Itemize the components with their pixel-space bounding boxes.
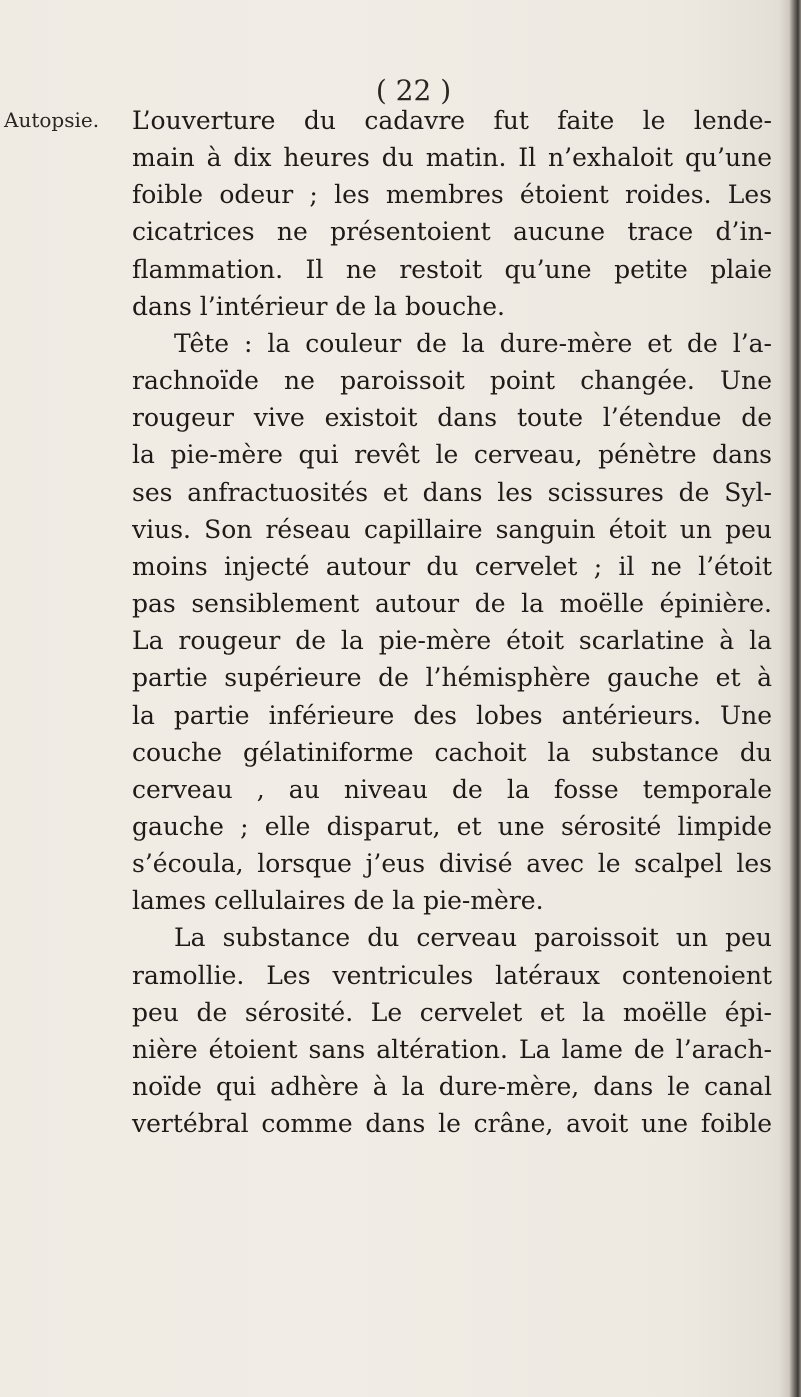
text-line: Tête : la couleur de la dure-mère et de l’a- (174, 328, 772, 358)
text-line: peu de sérosité. Le cervelet et la moëlle épi- (132, 997, 772, 1027)
text-line: L’ouverture du cadavre fut faite le lende- (132, 106, 772, 135)
gutter-shadow (779, 0, 789, 1397)
text-line: rougeur vive existoit dans toute l’étendue de (132, 403, 772, 433)
body-text (132, 102, 772, 1142)
book-spine-edge (789, 0, 801, 1397)
text-line: lames cellulaires de la pie-mère. (132, 886, 544, 916)
text-line: La rougeur de la pie-mère étoit scarlatine à la (132, 626, 772, 656)
text-line: vertébral comme dans le crâne, avoit une foible (132, 1109, 772, 1139)
text-line: partie supérieure de l’hémisphère gauche et à (132, 663, 772, 693)
text-line: nière étoient sans altération. La lame de l’arach- (132, 1034, 772, 1064)
text-line: gauche ; elle disparut, et une sérosité limpide (132, 811, 772, 841)
text-line: flammation. Il ne restoit qu’une petite plaie (132, 254, 772, 284)
text-line: foible odeur ; les membres étoient roides. Les (132, 180, 772, 210)
text-line: La substance du cerveau paroissoit un peu (174, 923, 772, 953)
text-line: ramollie. Les ventricules latéraux contenoient (132, 960, 772, 990)
text-line: la pie-mère qui revêt le cerveau, pénètre dans (132, 440, 772, 470)
text-line: la partie inférieure des lobes antérieurs. Une (132, 700, 772, 730)
margin-note: Autopsie. (4, 108, 100, 132)
text-line: cerveau , au niveau de la fosse temporale (132, 774, 772, 804)
text-line: couche gélatiniforme cachoit la substance du (132, 737, 772, 767)
text-line: dans l’intérieur de la bouche. (132, 291, 505, 321)
page-number: ( 22 ) (375, 74, 452, 107)
text-line: cicatrices ne présentoient aucune trace d’in- (132, 217, 772, 247)
text-line: noïde qui adhère à la dure-mère, dans le canal (132, 1072, 772, 1102)
text-line: main à dix heures du matin. Il n’exhaloit qu’une (132, 143, 772, 173)
text-line: rachnoïde ne paroissoit point changée. Une (132, 366, 772, 396)
text-line: ses anfractuosités et dans les scissures de Syl- (132, 477, 772, 507)
text-line: s’écoula, lorsque j’eus divisé avec le scalpel les (132, 849, 772, 879)
text-line: moins injecté autour du cervelet ; il ne l’étoit (132, 551, 772, 581)
text-line: pas sensiblement autour de la moëlle épinière. (132, 589, 772, 619)
text-line: vius. Son réseau capillaire sanguin étoit un peu (132, 514, 772, 544)
